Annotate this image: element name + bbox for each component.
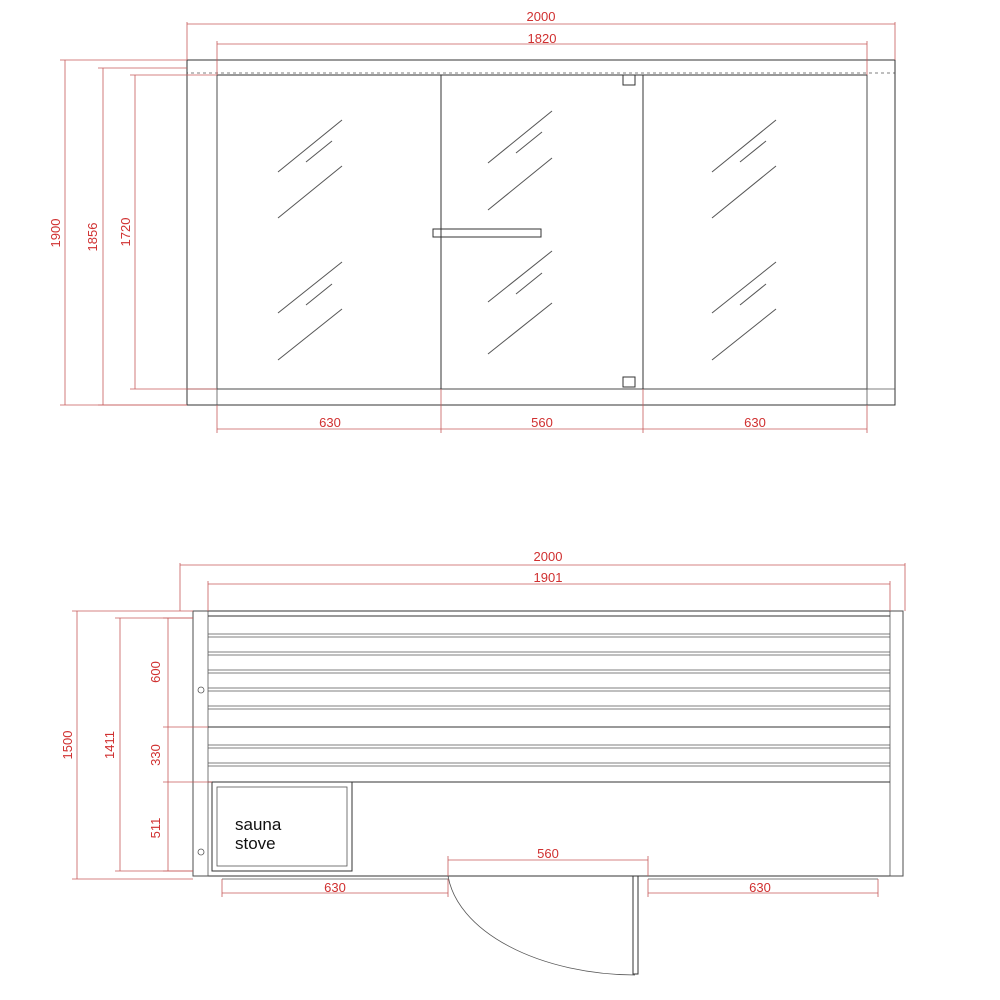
front-frame-height-text: 1856 bbox=[85, 222, 100, 252]
plan-right-glass-text: 630 bbox=[749, 880, 771, 895]
dim-front-bottom bbox=[217, 389, 867, 433]
door-glare bbox=[488, 111, 552, 354]
dim-plan-overall-depth bbox=[60, 611, 193, 879]
plan-inner-depth-text: 1411 bbox=[102, 731, 117, 759]
wall-light-upper bbox=[198, 687, 204, 693]
sauna-stove bbox=[212, 782, 352, 871]
front-elevation bbox=[48, 9, 895, 433]
front-glass-frame bbox=[217, 75, 867, 389]
dim-front-glass-height bbox=[118, 75, 217, 389]
plan-door-width-text: 560 bbox=[537, 846, 559, 861]
plan-inner-width-text: 1901 bbox=[533, 570, 563, 585]
front-right-panel-text: 630 bbox=[744, 415, 766, 430]
dim-plan-bottom bbox=[222, 879, 878, 897]
plan-stove-zone-text: 511 bbox=[148, 817, 163, 839]
door-leaf bbox=[633, 876, 638, 974]
plan-right-wall bbox=[890, 611, 903, 876]
dim-front-frame-height bbox=[85, 68, 187, 405]
left-panel-glare bbox=[278, 120, 342, 360]
plan-overall-depth-text: 1500 bbox=[60, 730, 75, 760]
right-panel-glare bbox=[712, 120, 776, 360]
front-glass-width-text: 1820 bbox=[527, 31, 557, 46]
stove-label-line1: sauna bbox=[235, 815, 282, 834]
front-overall-height-text: 1900 bbox=[48, 218, 63, 248]
front-glass-height-text: 1720 bbox=[118, 217, 133, 247]
dim-plan-door bbox=[448, 846, 648, 876]
wall-light-lower bbox=[198, 849, 204, 855]
plan-upper-bench-text: 600 bbox=[148, 661, 163, 683]
lower-bench bbox=[208, 745, 890, 782]
dim-plan-inner-width bbox=[208, 570, 890, 611]
plan-outer-wall bbox=[193, 611, 903, 876]
plan-lower-bench-text: 330 bbox=[148, 744, 163, 766]
plan-view bbox=[60, 549, 905, 975]
door-swing-arc bbox=[448, 876, 635, 975]
stove-label-line2: stove bbox=[235, 834, 276, 853]
upper-bench bbox=[208, 634, 890, 727]
door-swing bbox=[448, 876, 638, 975]
top-header-rail bbox=[187, 60, 895, 73]
dim-front-glass-width bbox=[217, 31, 867, 75]
plan-overall-width-text: 2000 bbox=[533, 549, 563, 564]
front-door-width-text: 560 bbox=[531, 415, 553, 430]
lower-hinge bbox=[623, 377, 635, 387]
plan-left-glass-text: 630 bbox=[324, 880, 346, 895]
dim-plan-bench-zones bbox=[148, 618, 212, 871]
upper-hinge bbox=[623, 75, 635, 85]
plan-left-wall bbox=[193, 611, 208, 876]
front-overall-width-text: 2000 bbox=[526, 9, 556, 24]
front-left-panel-text: 630 bbox=[319, 415, 341, 430]
door-handle bbox=[433, 229, 541, 237]
